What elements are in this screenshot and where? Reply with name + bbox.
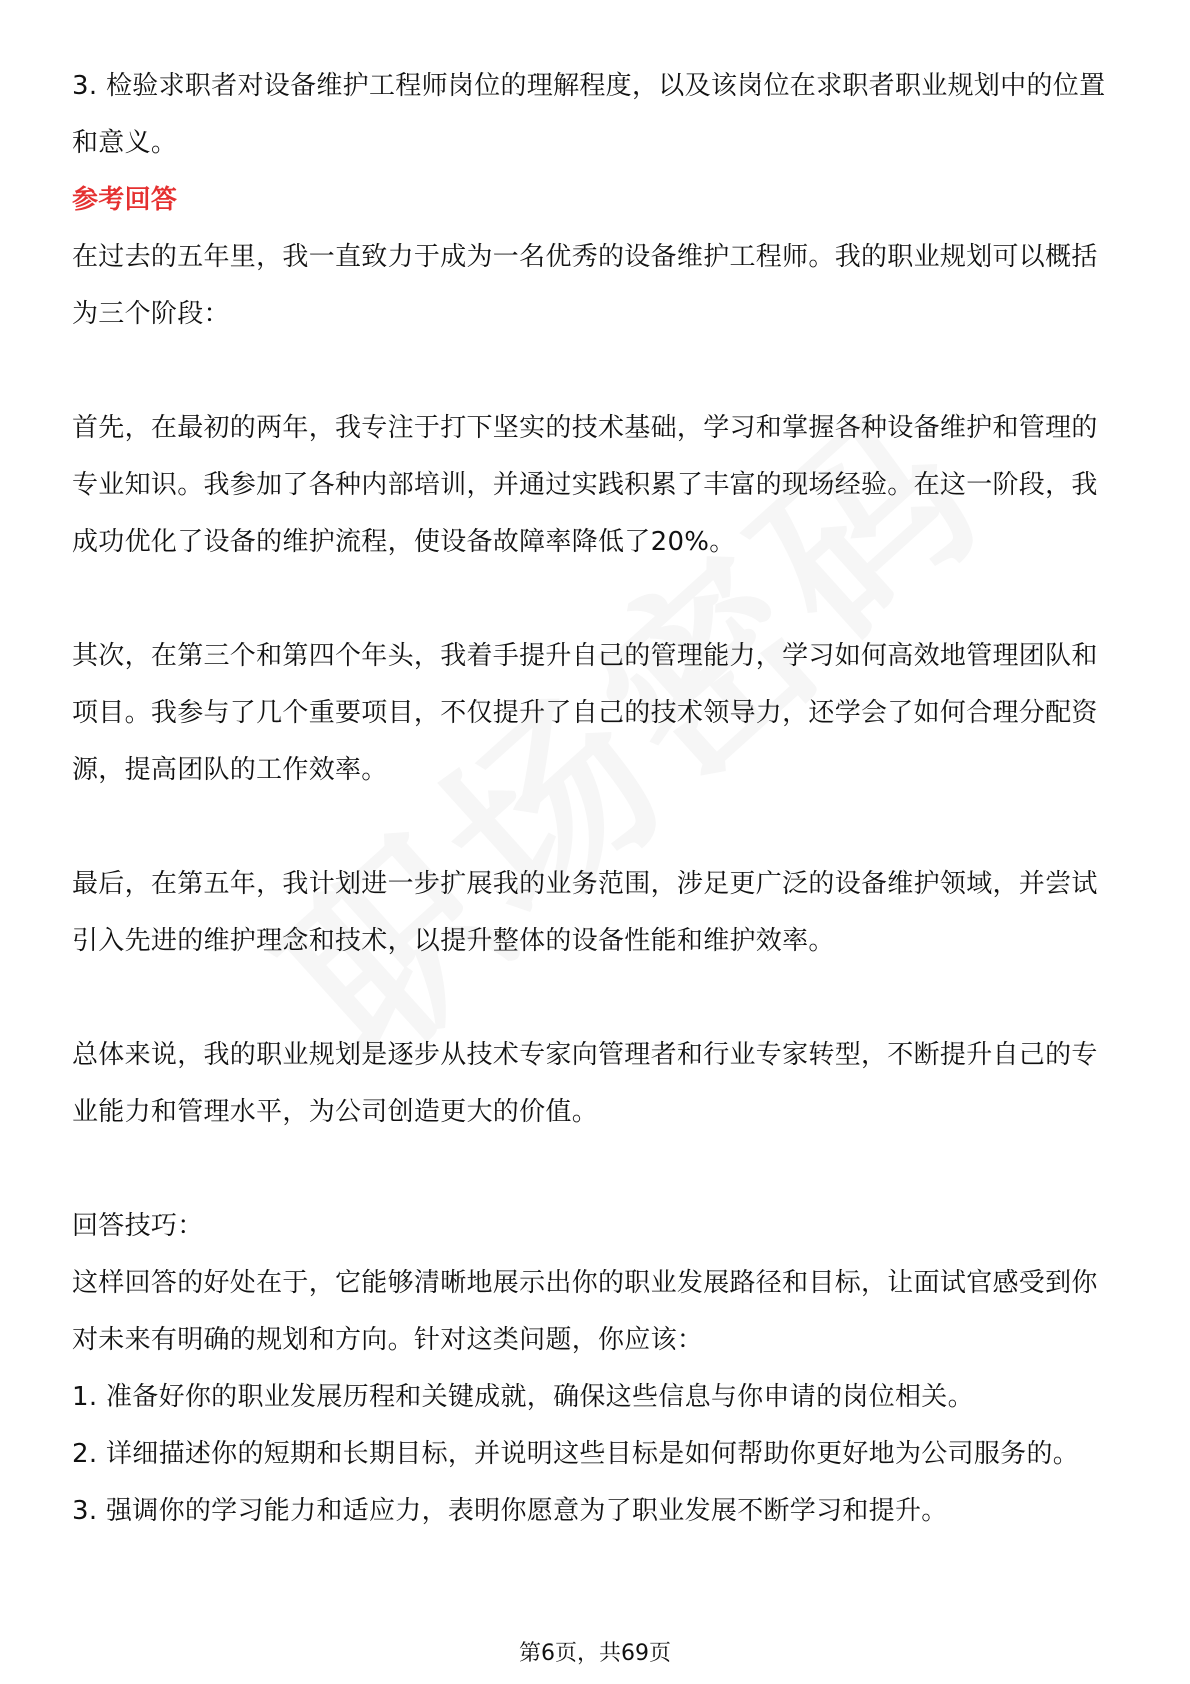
answer-paragraph-2: 首先，在最初的两年，我专注于打下坚实的技术基础，学习和掌握各种设备维护和管理的专业知识。我参加了各种内部培训，并通过实践积累了丰富的现场经验。在这一阶段，我成功优化了设备的维护流程，使设备故障率降低了20%。 (72, 413, 1098, 557)
question-focus-item-3: 3. 检验求职者对设备维护工程师岗位的理解程度，以及该岗位在求职者职业规划中的位置和意义。 (72, 71, 1106, 158)
answer-paragraph-3: 其次，在第三个和第四个年头，我着手提升自己的管理能力，学习如何高效地管理团队和项目。我参与了几个重要项目，不仅提升了自己的技术领导力，还学会了如何合理分配资源，提高团队的工作效率。 (72, 641, 1098, 785)
page-number-footer: 第6页，共69页 (519, 1641, 671, 1666)
tip-item-2: 2. 详细描述你的短期和长期目标，并说明这些目标是如何帮助你更好地为公司服务的。 (72, 1439, 1080, 1469)
answer-paragraph-4: 最后，在第五年，我计划进一步扩展我的业务范围，涉足更广泛的设备维护领域，并尝试引入先进的维护理念和技术，以提升整体的设备性能和维护效率。 (72, 869, 1098, 956)
tip-item-3: 3. 强调你的学习能力和适应力，表明你愿意为了职业发展不断学习和提升。 (72, 1496, 948, 1526)
tip-item-1: 1. 准备好你的职业发展历程和关键成就，确保这些信息与你申请的岗位相关。 (72, 1382, 974, 1412)
answer-paragraph-1: 在过去的五年里，我一直致力于成为一名优秀的设备维护工程师。我的职业规划可以概括为三个阶段： (72, 242, 1098, 329)
reference-answer-heading: 参考回答 (72, 185, 178, 215)
tips-heading: 回答技巧： (72, 1211, 204, 1241)
tips-intro: 这样回答的好处在于，它能够清晰地展示出你的职业发展路径和目标，让面试官感受到你对未来有明确的规划和方向。针对这类问题，你应该： (72, 1268, 1098, 1355)
document-body (72, 58, 1118, 1540)
answer-paragraph-5: 总体来说，我的职业规划是逐步从技术专家向管理者和行业专家转型，不断提升自己的专业能力和管理水平，为公司创造更大的价值。 (72, 1040, 1098, 1127)
